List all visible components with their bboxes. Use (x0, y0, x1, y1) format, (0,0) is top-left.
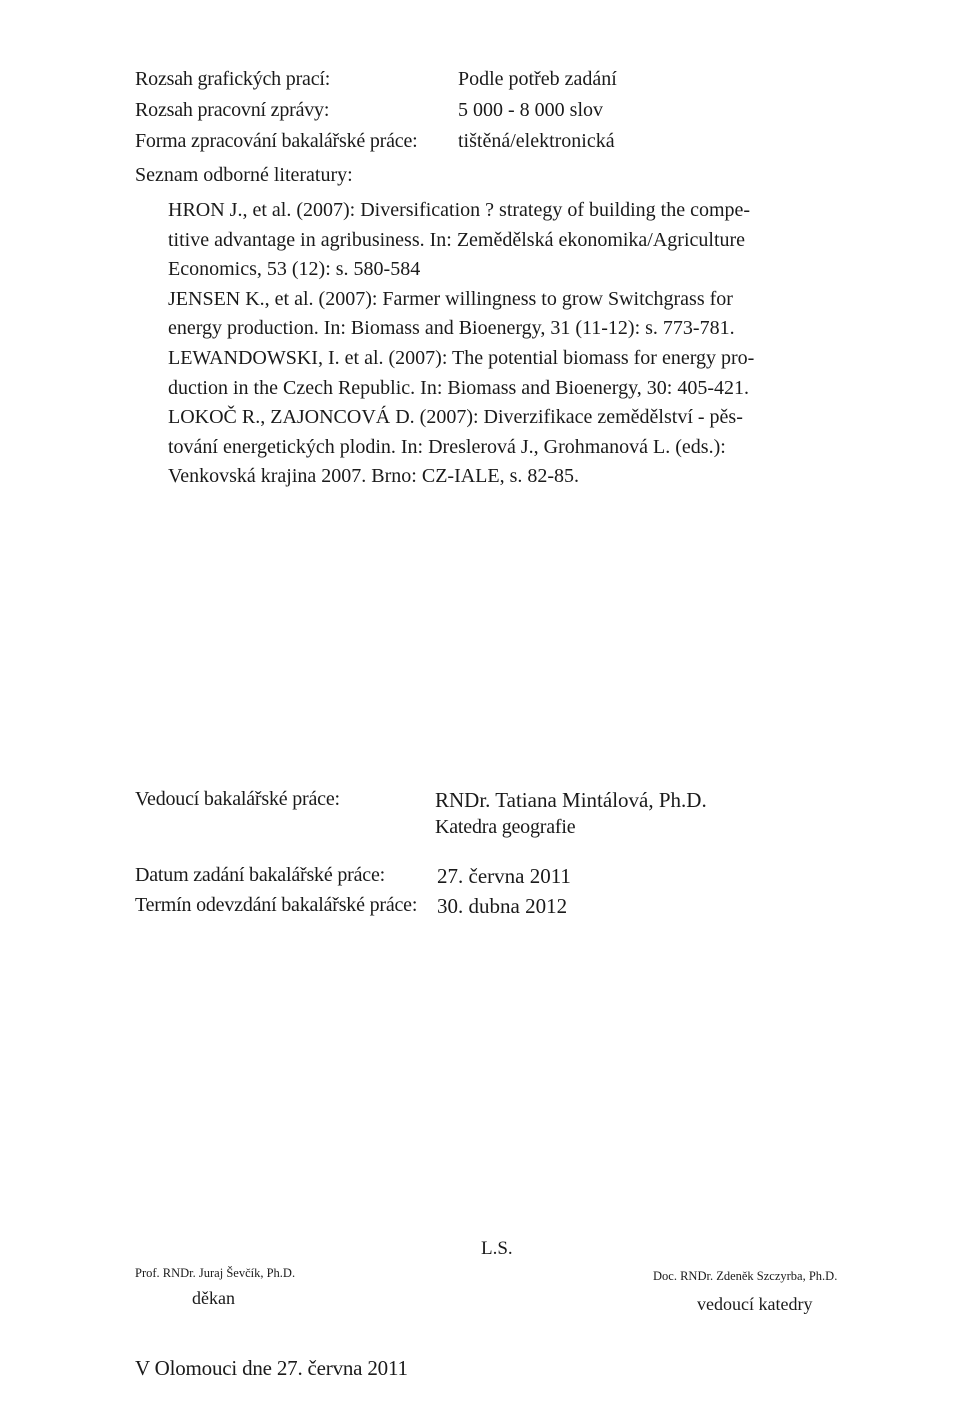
bibliography-line: LEWANDOWSKI, I. et al. (2007): The potential biomass for energy pro- (168, 346, 755, 369)
bibliography-line: HRON J., et al. (2007): Diversification ? strategy of building the compe- (168, 199, 751, 221)
bibliography-line: energy production. In: Biomass and Bioenergy, 31 (11-12): s. 773-781. (168, 317, 735, 340)
form-label: Forma zpracování bakalářské práce: (135, 130, 418, 152)
bibliography-line: duction in the Czech Republic. In: Biomass and Bioenergy, 30: 405-421. (168, 376, 750, 399)
bibliography-list (168, 196, 848, 492)
department-head-title: vedoucí katedry (697, 1294, 813, 1314)
due-date-value: 30. dubna 2012 (437, 894, 568, 918)
report-scope-label: Rozsah pracovní zprávy: (135, 99, 330, 121)
dean-name: Prof. RNDr. Juraj Ševčík, Ph.D. (135, 1266, 296, 1280)
supervisor-label: Vedoucí bakalářské práce: (135, 788, 340, 810)
due-date-label: Termín odevzdání bakalářské práce: (135, 894, 418, 916)
supervisor-department: Katedra geografie (435, 816, 576, 838)
bibliography-line: JENSEN K., et al. (2007): Farmer willingness to grow Switchgrass for (168, 287, 733, 310)
bibliography-line: titive advantage in agribusiness. In: Zemědělská ekonomika/Agriculture (168, 228, 746, 251)
graphic-scope-label: Rozsah grafických prací: (135, 68, 331, 90)
bibliography-line: LOKOČ R., ZAJONCOVÁ D. (2007): Diverzifikace zemědělství - pěs- (168, 406, 743, 429)
form-value: tištěná/elektronická (458, 130, 615, 152)
department-head-name: Doc. RNDr. Zdeněk Szczyrba, Ph.D. (653, 1269, 838, 1283)
assigned-date-label: Datum zadání bakalářské práce: (135, 864, 385, 886)
place-and-date: V Olomouci dne 27. června 2011 (135, 1356, 408, 1380)
graphic-scope-value: Podle potřeb zadání (458, 68, 617, 90)
bibliography-line: Venkovská krajina 2007. Brno: CZ-IALE, s. 82-85. (168, 465, 580, 488)
supervisor-name: RNDr. Tatiana Mintálová, Ph.D. (435, 788, 707, 812)
assigned-date-value: 27. června 2011 (437, 864, 571, 888)
bibliography-line: Economics, 53 (12): s. 580-584 (168, 258, 421, 281)
seal-mark: L.S. (481, 1238, 513, 1259)
bibliography-line: tování energetických plodin. In: Dreslerová J., Grohmanová L. (eds.): (168, 435, 726, 458)
dean-title: děkan (192, 1288, 235, 1308)
literature-label: Seznam odborné literatury: (135, 164, 353, 186)
report-scope-value: 5 000 - 8 000 slov (458, 99, 603, 121)
